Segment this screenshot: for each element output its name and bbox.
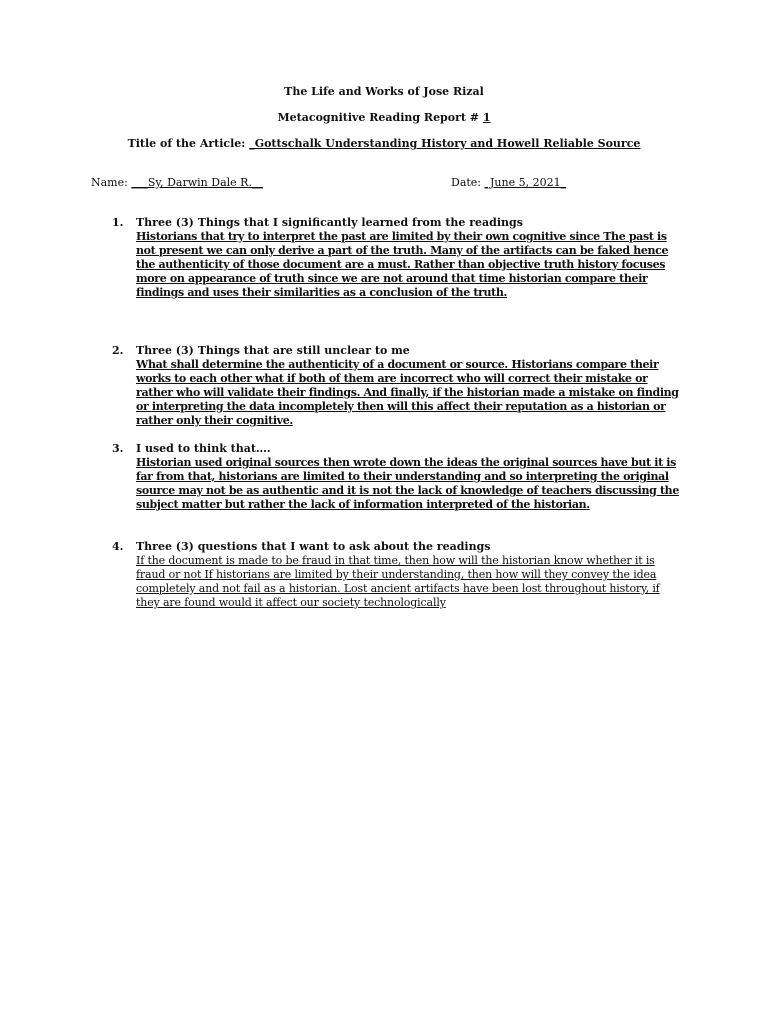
section-answer: What shall determine the authenticity of a document or source. Historians compare their works to each other what if both of them are incorrect who will correct their mistake or rather who will validate their findings. And finally, if the historian made a mistake on finding or interpreting the data incompletely then will this affect their reputation as a historian or rather only their cognitive. (136, 358, 679, 427)
section-heading: Three (3) Things that I significantly learned from the readings (136, 216, 523, 229)
article-title-label: Title of the Article: (127, 137, 250, 150)
section-answer: If the document is made to be fraud in that time, then how will the historian know whether it is fraud or not If historians are limited by their understanding, then how will they convey the idea completely and not fail as a historian. Lost ancient artifacts have been lost throughout history, if they are found would it affect our society technologically (136, 554, 660, 609)
section-number: 4. (112, 540, 124, 553)
name-label: Name: (91, 176, 132, 189)
report-number: 1 (482, 111, 491, 124)
date-label: Date: (451, 176, 485, 189)
section-heading: Three (3) Things that are still unclear to me (136, 344, 410, 357)
course-title-text: The Life and Works of Jose Rizal (284, 85, 484, 98)
section-answer: Historian used original sources then wrote down the ideas the original sources have but it is far from that, historians are limited to their understanding and so interpreting the original source may not be as authentic and it is not the lack of knowledge of teachers discussing the subject matter but rather the lack of information interpreted of the historian. (136, 456, 679, 511)
name-value: ___Sy, Darwin Dale R.__ (131, 176, 263, 189)
date-value: _June 5, 2021_ (484, 176, 567, 189)
course-title (0, 85, 768, 99)
section-heading: Three (3) questions that I want to ask about the readings (136, 540, 491, 553)
date-line (451, 176, 566, 190)
article-title: _Gottschalk Understanding History and Howell Reliable Source (249, 137, 641, 150)
section-number: 1. (112, 216, 124, 229)
section-number: 2. (112, 344, 124, 357)
section-number: 3. (112, 442, 124, 455)
name-line (91, 176, 263, 190)
article-title-line (0, 137, 768, 151)
report-title (0, 111, 768, 125)
section-answer: Historians that try to interpret the past are limited by their own cognitive since The past is not present we can only derive a part of the truth. Many of the artifacts can be faked hence the authenticity of those document are a must. Rather than objective truth history focuses more on appearance of truth since we are not around that time historian compare their findings and uses their similarities as a conclusion of the truth. (136, 230, 669, 299)
report-title-prefix: Metacognitive Reading Report # (277, 111, 483, 124)
section-heading: I used to think that…. (136, 442, 271, 455)
